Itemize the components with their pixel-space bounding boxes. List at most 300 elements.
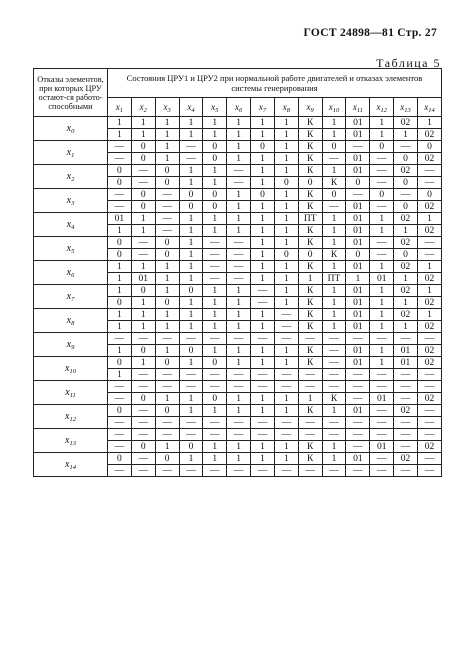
table-cell: 0 — [179, 441, 203, 453]
table-cell: — — [131, 177, 155, 189]
table-cell: К — [298, 405, 322, 417]
table-row — [34, 333, 442, 345]
table-cell: 0 — [131, 285, 155, 297]
row-label-sub: 12 — [69, 415, 76, 423]
table-cell: К — [298, 297, 322, 309]
table-cell: 0 — [203, 393, 227, 405]
table-cell: — — [203, 261, 227, 273]
table-cell: 1 — [251, 393, 275, 405]
table-cell: 1 — [394, 321, 418, 333]
table-cell: — — [179, 153, 203, 165]
table-cell: — — [203, 381, 227, 393]
table-cell: 1 — [155, 141, 179, 153]
table-cell: 1 — [227, 393, 251, 405]
table-cell: — — [322, 333, 346, 345]
row-group-label — [34, 165, 108, 189]
group-header: Состояния ЦРУ1 и ЦРУ2 при нормальной работе двигателей и отказах элементов системы генерирования — [108, 69, 442, 98]
table-cell: — — [346, 381, 370, 393]
table-cell: — — [108, 333, 132, 345]
column-header — [417, 98, 441, 117]
column-header — [227, 98, 251, 117]
table-cell: 01 — [346, 201, 370, 213]
table-cell: — — [370, 177, 394, 189]
table-cell: — — [131, 417, 155, 429]
table-cell: К — [298, 165, 322, 177]
table-cell: — — [251, 333, 275, 345]
table-row — [34, 285, 442, 297]
table-cell: — — [274, 321, 298, 333]
states-table — [33, 68, 442, 477]
table-cell: 0 — [131, 441, 155, 453]
table-cell: 0 — [155, 357, 179, 369]
table-cell: — — [227, 237, 251, 249]
table-cell: 0 — [370, 189, 394, 201]
table-row — [34, 309, 442, 321]
table-cell: 02 — [394, 237, 418, 249]
table-cell: 1 — [251, 249, 275, 261]
table-cell: 1 — [179, 129, 203, 141]
table-cell: 1 — [227, 309, 251, 321]
column-header-sub: 1 — [119, 107, 124, 114]
table-cell: — — [346, 333, 370, 345]
table-cell: 1 — [155, 117, 179, 129]
column-header — [346, 98, 370, 117]
table-cell: — — [179, 429, 203, 441]
column-header — [274, 98, 298, 117]
table-cell: — — [346, 417, 370, 429]
table-row — [34, 453, 442, 465]
table-cell: — — [251, 429, 275, 441]
table-cell: 01 — [346, 237, 370, 249]
table-cell: — — [274, 429, 298, 441]
table-cell: 1 — [179, 261, 203, 273]
table-cell: К — [298, 441, 322, 453]
table-cell: — — [346, 429, 370, 441]
table-cell: — — [179, 465, 203, 477]
table-cell: 01 — [346, 357, 370, 369]
table-cell: 0 — [394, 201, 418, 213]
table-cell: 01 — [346, 309, 370, 321]
table-cell: 1 — [251, 201, 275, 213]
table-cell: 1 — [274, 165, 298, 177]
table-cell: 0 — [417, 189, 441, 201]
column-header — [298, 98, 322, 117]
column-header-sub: 8 — [286, 107, 290, 114]
table-cell: — — [346, 369, 370, 381]
table-cell: — — [394, 465, 418, 477]
table-cell: 1 — [227, 225, 251, 237]
row-group-label — [34, 381, 108, 405]
column-header — [394, 98, 418, 117]
table-cell: 1 — [131, 321, 155, 333]
table-row — [34, 261, 442, 273]
table-cell: 01 — [346, 405, 370, 417]
table-cell: 1 — [251, 273, 275, 285]
row-group-label — [34, 309, 108, 333]
table-cell: 0 — [131, 189, 155, 201]
table-cell: 0 — [108, 297, 132, 309]
table-cell: — — [155, 369, 179, 381]
table-cell: 1 — [251, 441, 275, 453]
table-cell: 02 — [417, 129, 441, 141]
table-cell: 1 — [298, 393, 322, 405]
table-cell: 0 — [155, 249, 179, 261]
table-cell: 1 — [251, 261, 275, 273]
column-header-sub: 12 — [380, 107, 387, 114]
table-cell: 1 — [274, 405, 298, 417]
table-cell: 1 — [322, 297, 346, 309]
table-cell: 1 — [227, 153, 251, 165]
table-cell: 1 — [370, 321, 394, 333]
table-cell: 0 — [155, 405, 179, 417]
table-cell: 0 — [155, 453, 179, 465]
table-cell: 01 — [346, 153, 370, 165]
table-cell: 01 — [108, 213, 132, 225]
table-cell: 1 — [227, 453, 251, 465]
table-cell: 1 — [227, 189, 251, 201]
table-cell: 1 — [203, 129, 227, 141]
column-header-var: x — [258, 102, 263, 112]
table-cell: 01 — [346, 225, 370, 237]
table-cell: 1 — [370, 297, 394, 309]
table-cell: 1 — [203, 225, 227, 237]
column-header-sub: 14 — [428, 107, 435, 114]
table-cell: 1 — [274, 117, 298, 129]
table-row — [34, 213, 442, 225]
table-cell: 1 — [108, 321, 132, 333]
table-cell: К — [298, 309, 322, 321]
table-cell: 01 — [346, 165, 370, 177]
table-cell: 1 — [251, 237, 275, 249]
table-cell: К — [298, 117, 322, 129]
table-cell: 01 — [346, 213, 370, 225]
table-cell: 0 — [155, 237, 179, 249]
row-label-sub: 0 — [71, 127, 75, 135]
table-cell: 1 — [179, 165, 203, 177]
table-cell: 1 — [179, 237, 203, 249]
table-cell: 01 — [131, 273, 155, 285]
table-cell: — — [274, 369, 298, 381]
table-cell: 1 — [131, 213, 155, 225]
table-cell: 02 — [417, 345, 441, 357]
table-cell: — — [322, 357, 346, 369]
table-cell: 1 — [322, 321, 346, 333]
table-cell: 01 — [346, 129, 370, 141]
table-cell: 1 — [227, 297, 251, 309]
table-cell: — — [322, 417, 346, 429]
table-cell: 1 — [370, 129, 394, 141]
table-cell: — — [298, 417, 322, 429]
table-cell: 1 — [108, 285, 132, 297]
column-header-sub: 10 — [332, 107, 340, 114]
row-group-label — [34, 189, 108, 213]
table-cell: — — [108, 465, 132, 477]
table-cell: 02 — [417, 357, 441, 369]
table-cell: — — [417, 333, 441, 345]
table-cell: 1 — [108, 129, 132, 141]
table-cell: 1 — [155, 261, 179, 273]
table-cell: 1 — [322, 441, 346, 453]
column-header-sub: 11 — [356, 107, 363, 114]
table-cell: — — [417, 405, 441, 417]
table-cell: — — [203, 465, 227, 477]
table-cell: 01 — [394, 357, 418, 369]
table-cell: — — [346, 393, 370, 405]
row-label-var: x — [66, 194, 72, 206]
table-cell: 0 — [179, 345, 203, 357]
table-cell: 0 — [394, 177, 418, 189]
column-header-var: x — [376, 102, 381, 112]
row-group-label — [34, 357, 108, 381]
table-cell: 1 — [179, 297, 203, 309]
table-cell: 02 — [394, 453, 418, 465]
table-cell: 1 — [274, 189, 298, 201]
table-cell: 1 — [179, 393, 203, 405]
table-cell: К — [322, 177, 346, 189]
row-label-sub: 3 — [71, 199, 75, 207]
table-cell: — — [298, 429, 322, 441]
table-cell: К — [298, 237, 322, 249]
table-cell: 1 — [203, 405, 227, 417]
column-header — [131, 98, 155, 117]
table-cell: — — [346, 141, 370, 153]
table-cell: 1 — [179, 453, 203, 465]
table-cell: — — [417, 465, 441, 477]
column-header-sub: 9 — [310, 107, 314, 114]
table-cell: 1 — [394, 129, 418, 141]
table-cell: 0 — [394, 153, 418, 165]
table-cell: К — [298, 453, 322, 465]
column-header-var: x — [352, 102, 357, 112]
table-cell: 1 — [131, 261, 155, 273]
table-cell: 0 — [203, 189, 227, 201]
table-cell: — — [155, 201, 179, 213]
table-cell: — — [203, 333, 227, 345]
table-cell: 1 — [227, 357, 251, 369]
table-cell: 0 — [131, 393, 155, 405]
table-cell: 1 — [322, 285, 346, 297]
row-group-label — [34, 285, 108, 309]
table-cell: К — [298, 141, 322, 153]
table-cell: 1 — [203, 285, 227, 297]
table-cell: — — [370, 381, 394, 393]
table-cell: 1 — [370, 309, 394, 321]
table-cell: 1 — [203, 165, 227, 177]
table-cell: 1 — [251, 153, 275, 165]
row-group-label — [34, 261, 108, 285]
table-row — [34, 141, 442, 153]
table-cell: — — [370, 369, 394, 381]
column-header-var: x — [424, 102, 429, 112]
table-cell: 1 — [251, 129, 275, 141]
table-cell: — — [370, 465, 394, 477]
column-header-var: x — [115, 102, 120, 112]
table-cell: 1 — [394, 273, 418, 285]
table-cell: К — [298, 189, 322, 201]
table-cell: — — [370, 165, 394, 177]
table-cell: 1 — [179, 117, 203, 129]
row-label-var: x — [66, 266, 72, 278]
table-cell: — — [155, 417, 179, 429]
table-cell: 0 — [179, 201, 203, 213]
table-cell: ПТ — [298, 213, 322, 225]
table-cell: 1 — [227, 441, 251, 453]
table-cell: — — [108, 417, 132, 429]
table-cell: 1 — [108, 369, 132, 381]
column-header-var: x — [306, 102, 311, 112]
table-cell: 02 — [394, 117, 418, 129]
table-cell: 1 — [417, 213, 441, 225]
table-cell: 1 — [155, 345, 179, 357]
table-cell: 01 — [394, 345, 418, 357]
row-group-label — [34, 405, 108, 429]
table-cell: — — [131, 405, 155, 417]
table-cell: 02 — [417, 153, 441, 165]
table-cell: 1 — [251, 309, 275, 321]
table-cell: — — [370, 405, 394, 417]
table-cell: — — [417, 381, 441, 393]
table-cell: 0 — [108, 165, 132, 177]
table-cell: 1 — [274, 273, 298, 285]
table-cell: 1 — [346, 273, 370, 285]
table-cell: 1 — [322, 129, 346, 141]
table-cell: 1 — [370, 345, 394, 357]
table-cell: 1 — [131, 129, 155, 141]
table-cell: — — [394, 429, 418, 441]
table-cell: 1 — [274, 453, 298, 465]
table-cell: — — [203, 237, 227, 249]
table-cell: 1 — [274, 213, 298, 225]
table-cell: 1 — [179, 249, 203, 261]
column-header — [203, 98, 227, 117]
row-label-var: x — [66, 314, 72, 326]
table-cell: 0 — [203, 357, 227, 369]
table-cell: 1 — [155, 309, 179, 321]
row-label-var: x — [66, 290, 72, 302]
table-cell: — — [155, 381, 179, 393]
row-label-var: x — [65, 458, 70, 470]
table-cell: 1 — [274, 441, 298, 453]
table-cell: 1 — [155, 285, 179, 297]
table-cell: 1 — [203, 117, 227, 129]
table-cell: — — [179, 381, 203, 393]
table-cell: 0 — [394, 249, 418, 261]
table-cell: — — [417, 429, 441, 441]
table-cell: К — [298, 129, 322, 141]
table-cell: 1 — [251, 405, 275, 417]
table-cell: 0 — [108, 249, 132, 261]
table-cell: 0 — [108, 357, 132, 369]
table-cell: — — [298, 333, 322, 345]
table-cell: — — [251, 465, 275, 477]
table-cell: 0 — [179, 189, 203, 201]
table-cell: 01 — [346, 261, 370, 273]
table-cell: — — [417, 417, 441, 429]
table-cell: 1 — [251, 345, 275, 357]
column-header — [322, 98, 346, 117]
table-cell: 0 — [155, 177, 179, 189]
table-cell: — — [298, 369, 322, 381]
table-cell: 1 — [274, 225, 298, 237]
column-header — [370, 98, 394, 117]
table-cell: — — [370, 417, 394, 429]
table-cell: — — [131, 381, 155, 393]
table-cell: 1 — [179, 357, 203, 369]
table-cell: К — [322, 393, 346, 405]
table-cell: 1 — [417, 117, 441, 129]
table-cell: — — [417, 249, 441, 261]
table-cell: 1 — [108, 345, 132, 357]
table-cell: — — [394, 441, 418, 453]
table-cell: 0 — [322, 189, 346, 201]
table-cell: 0 — [370, 141, 394, 153]
row-label-var: x — [65, 362, 70, 374]
table-cell: 1 — [370, 117, 394, 129]
table-row — [34, 189, 442, 201]
table-cell: 1 — [108, 225, 132, 237]
table-cell: — — [251, 297, 275, 309]
table-cell: 1 — [417, 309, 441, 321]
table-cell: — — [417, 177, 441, 189]
table-cell: — — [155, 213, 179, 225]
table-cell: 01 — [346, 117, 370, 129]
table-cell: — — [108, 381, 132, 393]
table-cell: — — [346, 465, 370, 477]
table-cell: — — [108, 441, 132, 453]
table-cell: 1 — [227, 117, 251, 129]
table-cell: 02 — [417, 297, 441, 309]
table-cell: — — [131, 369, 155, 381]
table-cell: 1 — [251, 453, 275, 465]
table-row — [34, 237, 442, 249]
table-cell: — — [108, 141, 132, 153]
row-label-sub: 10 — [69, 367, 76, 375]
table-cell: — — [108, 429, 132, 441]
table-cell: — — [346, 189, 370, 201]
column-header — [155, 98, 179, 117]
table-cell: 02 — [417, 225, 441, 237]
table-cell: — — [251, 369, 275, 381]
table-cell: 1 — [203, 453, 227, 465]
table-cell: 1 — [203, 297, 227, 309]
table-body — [34, 117, 442, 477]
row-label-sub: 2 — [71, 175, 75, 183]
table-cell: 1 — [274, 141, 298, 153]
column-header-var: x — [163, 102, 168, 112]
table-cell: 1 — [251, 177, 275, 189]
table-cell: 01 — [346, 453, 370, 465]
row-label-var: x — [66, 146, 72, 158]
table-cell: — — [179, 369, 203, 381]
table-cell: 1 — [131, 309, 155, 321]
column-header-sub: 2 — [143, 107, 147, 114]
row-label-sub: 4 — [71, 223, 75, 231]
table-cell: 02 — [417, 201, 441, 213]
table-cell: — — [394, 369, 418, 381]
table-cell: 1 — [274, 153, 298, 165]
table-cell: 1 — [274, 261, 298, 273]
table-cell: — — [179, 333, 203, 345]
table-cell: — — [227, 429, 251, 441]
column-header-sub: 7 — [262, 107, 267, 114]
column-header-var: x — [235, 102, 240, 112]
table-cell: — — [251, 381, 275, 393]
table-cell: 1 — [108, 117, 132, 129]
table-cell: 0 — [108, 405, 132, 417]
row-label-var: x — [66, 170, 72, 182]
table-row — [34, 117, 442, 129]
table-cell: — — [155, 429, 179, 441]
